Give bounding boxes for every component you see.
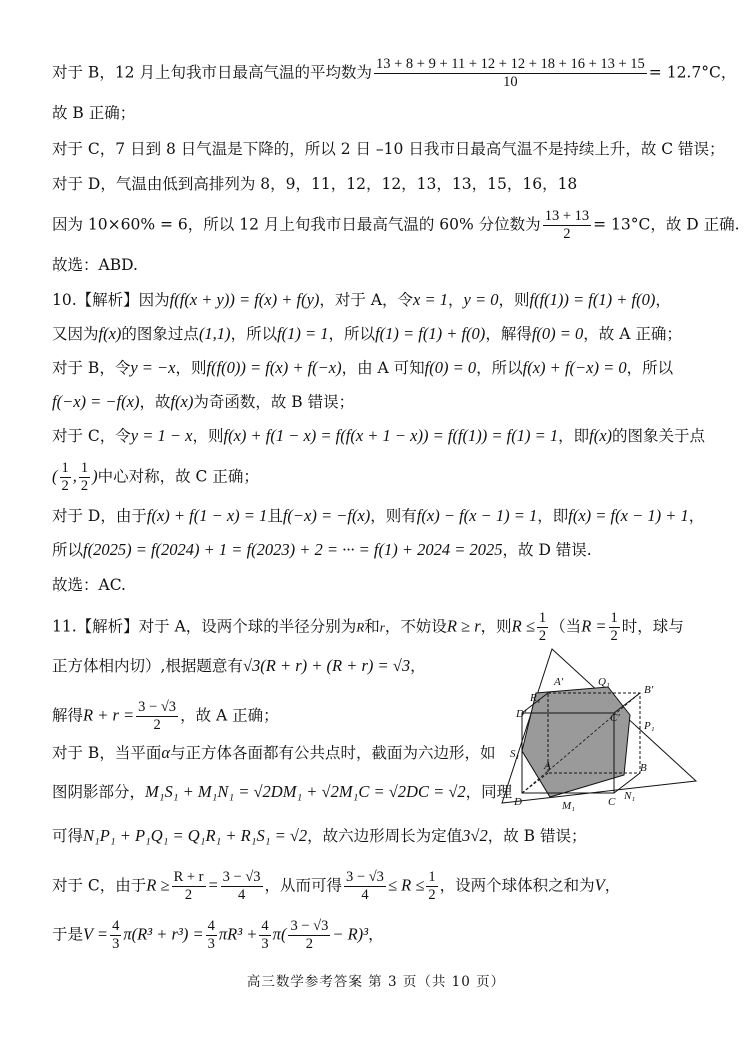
page-footer: 高三数学参考答案 第 3 页（共 10 页） (246, 974, 506, 990)
denominator: 3 (112, 936, 120, 952)
formula: = (207, 875, 219, 895)
text: ， (604, 876, 621, 895)
denominator: 4 (237, 887, 246, 903)
numerator: R + r (173, 869, 204, 885)
formula: f(x) (170, 392, 194, 411)
formula: π(R³ + r³) = (123, 924, 204, 944)
denominator: 2 (428, 887, 436, 903)
formula: f(2025) = f(2024) + 1 = f(2023) + 2 = ··· = f(1) + 2024 = 2025 (83, 540, 503, 559)
text-line-7 (52, 289, 671, 311)
cube-section-figure (500, 645, 700, 815)
numerator: 1 (538, 610, 547, 626)
text: ，故 A 正确； (583, 325, 682, 343)
formula: f(f(1)) = f(1) + f(0) (529, 290, 656, 309)
text: 且 (267, 507, 283, 525)
text: ， (410, 657, 426, 675)
text: ， (688, 507, 705, 525)
formula: − R)³ (332, 924, 369, 944)
text: 的图象过点 (121, 325, 199, 343)
formula: f(−x) = −f(x) (282, 506, 371, 525)
numerator: 13 + 13 (544, 208, 590, 224)
label-N1: N₁ (624, 790, 636, 802)
text: = 12.7°C， (648, 63, 737, 82)
text: 可得 (52, 827, 84, 845)
text: 故 B 正确； (52, 104, 136, 122)
fraction (206, 918, 217, 953)
text: 为奇函数，故 B 错误； (193, 393, 355, 411)
numerator: 1 (428, 869, 436, 885)
formula: R = (581, 616, 607, 636)
label-B-prime: B′ (644, 684, 654, 696)
text: 又因为 (52, 325, 99, 343)
text: ，故六边形周长为定值 (307, 827, 463, 845)
numerator: 4 (207, 918, 215, 934)
formula: R ≤ (511, 616, 535, 636)
text: 对于 D，气温由低到高排列为 8，9，11，12，12，13，13，15，16，18 (52, 175, 578, 193)
formula: R + r = (83, 705, 135, 725)
numerator: 13 + 8 + 9 + 11 + 12 + 12 + 18 + 16 + 13 + 15 (375, 56, 645, 72)
formula: π( (272, 924, 287, 944)
label-B: B (640, 762, 647, 774)
text: ，所以 (476, 359, 523, 377)
text: ，同理 (465, 783, 513, 801)
text-line-10 (52, 391, 354, 413)
formula: f(x) (98, 324, 122, 343)
text: 和 (364, 617, 380, 636)
text: ，由 A 可知 (341, 359, 425, 377)
denominator: 2 (610, 628, 618, 644)
label-D: D (514, 796, 522, 808)
text-line-20 (52, 781, 512, 803)
text: ，所以 (626, 359, 674, 377)
fraction (259, 918, 270, 953)
fraction-sum (136, 699, 178, 734)
text: 因为 10×60% = 6，所以 12 月上旬我市日最高气温的 60% 分位数为 (52, 215, 541, 234)
text: 于是 (52, 925, 84, 944)
formula: f(x) + f(−x) = 0 (522, 358, 627, 377)
denominator: 2 (80, 478, 89, 494)
text-line-15 (52, 574, 126, 596)
numerator: 3 − √3 (346, 869, 384, 885)
text: = 13°C，故 D 正确. (593, 215, 740, 234)
formula: α (161, 743, 170, 762)
text: ，则有 (370, 507, 417, 525)
text: ，则 (192, 427, 224, 445)
numerator: 3 − √3 (138, 699, 177, 715)
numerator: 4 (112, 918, 120, 934)
text-line-4 (52, 173, 577, 195)
text-line-6 (52, 254, 138, 276)
text: ，即 (558, 427, 590, 445)
formula: y = 0 (463, 290, 499, 309)
text: 对于 B，12 月上旬我市日最高气温的平均数为 (52, 63, 372, 82)
text: ，则 (498, 291, 530, 309)
numerator: 3 − √3 (222, 869, 261, 885)
denominator: 10 (503, 74, 518, 90)
fraction-average (374, 56, 647, 91)
text-line-9 (52, 357, 673, 379)
label-P1: P₁ (644, 720, 655, 732)
fraction-percentile (543, 208, 591, 243)
label-A-prime: A′ (554, 676, 564, 688)
formula: 3√2 (462, 826, 488, 845)
text: ，不妨设 (384, 617, 447, 636)
formula: f(f(x + y)) = f(x) + f(y) (169, 290, 320, 309)
formula: y = 1 − x (130, 426, 193, 445)
formula: √3(R + r) + (R + r) = √3 (242, 656, 411, 675)
formula: f(x) + f(1 − x) = f(f(x + 1 − x)) = f(f(1)) = f(1) = 1 (223, 426, 559, 445)
text: ，所以 (328, 325, 376, 343)
fraction-half (609, 610, 620, 645)
label-Q1: Q₁ (598, 676, 610, 688)
formula: V = (83, 924, 109, 944)
text-line-18 (52, 699, 279, 734)
label-S1: S₁ (510, 748, 520, 760)
text: 故选：ABD. (52, 256, 138, 274)
text-line-3 (52, 138, 725, 160)
formula: R ≥ r (446, 616, 481, 636)
denominator: 2 (184, 887, 193, 903)
text: 的图象关于点 (612, 427, 706, 445)
label-C: C (608, 796, 616, 808)
denominator: 2 (563, 226, 571, 242)
text-line-2 (52, 102, 135, 124)
fraction (288, 918, 330, 953)
text: 对于 B，当平面 (52, 744, 162, 762)
formula: f(0) = 0 (531, 324, 584, 343)
formula: V (594, 875, 605, 895)
label-D-prime: D′ (516, 708, 527, 720)
text: 中心对称，故 C 正确； (97, 467, 259, 486)
denominator: 3 (207, 936, 215, 952)
numerator: 1 (61, 460, 69, 476)
fraction (344, 869, 386, 904)
formula: f(x) (589, 426, 613, 445)
text: 对于 C，7 日到 8 日气温是下降的，所以 2 日 –10 日我市日最高气温不是持续上升，故 C 错误； (52, 140, 725, 158)
text: ， (448, 291, 464, 309)
numerator: 1 (610, 610, 618, 626)
text: 对于 C，由于 (52, 876, 147, 895)
text-line-12: ( $\frac{1}{2}$ , $\frac{1}{2}$ )中心对称，故 C 正确； (52, 460, 259, 494)
text-line-13 (52, 505, 704, 527)
denominator: 2 (538, 628, 547, 644)
text-line-5 (52, 208, 740, 243)
text: ， (368, 925, 384, 944)
text: ， (655, 291, 671, 309)
text: 正方体相内切）,根据题意有 (52, 657, 243, 675)
text: （当 (550, 617, 582, 636)
formula: f(1) = f(1) + f(0) (375, 324, 486, 343)
numerator: 4 (261, 918, 269, 934)
label-C-prime: C′ (610, 712, 620, 724)
text-line-8 (52, 323, 682, 345)
fraction-half (60, 460, 71, 495)
text: 故选：AC. (52, 576, 126, 594)
denominator: 2 (153, 717, 161, 733)
text: 对于 D，由于 (52, 507, 147, 525)
text: 对于 C，令 (52, 427, 131, 445)
text-line-11 (52, 425, 705, 447)
denominator: 2 (305, 936, 313, 952)
formula: f(0) = 0 (424, 358, 477, 377)
formula: f(−x) = −f(x) (52, 392, 140, 411)
text: ，故 (139, 393, 171, 411)
formula: x = 1 (413, 290, 448, 309)
text: ，设两个球体积之和为 (439, 876, 595, 895)
fraction-half (537, 610, 548, 645)
text: ，则 (480, 617, 512, 636)
numerator: 1 (80, 460, 89, 476)
formula: f(1) = 1 (277, 324, 329, 343)
text: ，故 D 错误. (502, 541, 592, 559)
denominator: 3 (261, 936, 269, 952)
formula: f(x) − f(x − 1) = 1 (416, 506, 538, 525)
text: 对于 B，令 (52, 359, 131, 377)
denominator: 4 (361, 887, 369, 903)
fraction (110, 918, 121, 953)
text: ，从而可得 (264, 876, 343, 895)
text-line-22 (52, 869, 620, 904)
text: ，故 A 正确； (180, 706, 279, 725)
text: 时，球与 (621, 617, 684, 636)
text-line-14 (52, 539, 592, 561)
text: 解得 (52, 706, 84, 725)
text: ，则 (175, 359, 207, 377)
formula: R (356, 619, 365, 635)
fraction-half (79, 460, 90, 495)
formula: M₁S₁ + M₁N₁ = √2DM₁ + √2M₁C = √2DC = √2 (145, 782, 466, 801)
label-A: A (544, 760, 551, 772)
text: 图阴影部分， (52, 783, 146, 801)
text: ，故 B 错误； (487, 827, 587, 845)
formula: (1,1) (198, 324, 231, 343)
formula: f(f(0)) = f(x) + f(−x) (206, 358, 342, 377)
text: 10.【解析】因为 (52, 291, 170, 309)
denominator: 2 (61, 478, 69, 494)
fraction (172, 869, 206, 904)
formula: πR³ + (218, 924, 258, 944)
text-line-23 (52, 918, 384, 953)
text: 所以 (52, 541, 84, 559)
formula: f(x) + f(1 − x) = 1 (146, 506, 268, 525)
formula: y = −x (130, 358, 176, 377)
text: ，即 (537, 507, 569, 525)
formula: f(x) = f(x − 1) + 1 (568, 506, 689, 525)
numerator: 3 − √3 (290, 918, 329, 934)
text: ，所以 (230, 325, 278, 343)
text-line-19 (52, 742, 496, 764)
label-R1: R₁ (530, 692, 541, 704)
formula: r (379, 619, 385, 635)
text-line-21 (52, 825, 586, 847)
text-line-1 (52, 56, 736, 91)
text: 11.【解析】对于 A，设两个球的半径分别为 (52, 617, 357, 636)
formula: N₁P₁ + P₁Q₁ = Q₁R₁ + R₁S₁ = √2 (83, 826, 308, 845)
formula: ≤ R ≤ (387, 875, 425, 895)
text: 与正方体各面都有公共点时，截面为六边形，如 (170, 744, 496, 762)
text: ，解得 (485, 325, 532, 343)
text-line-17 (52, 655, 426, 677)
text: ，对于 A，令 (319, 291, 414, 309)
label-M1: M₁ (562, 800, 575, 812)
text-line-16 (52, 610, 684, 645)
formula: R ≥ (146, 875, 170, 895)
fraction (221, 869, 263, 904)
fraction (426, 869, 437, 904)
